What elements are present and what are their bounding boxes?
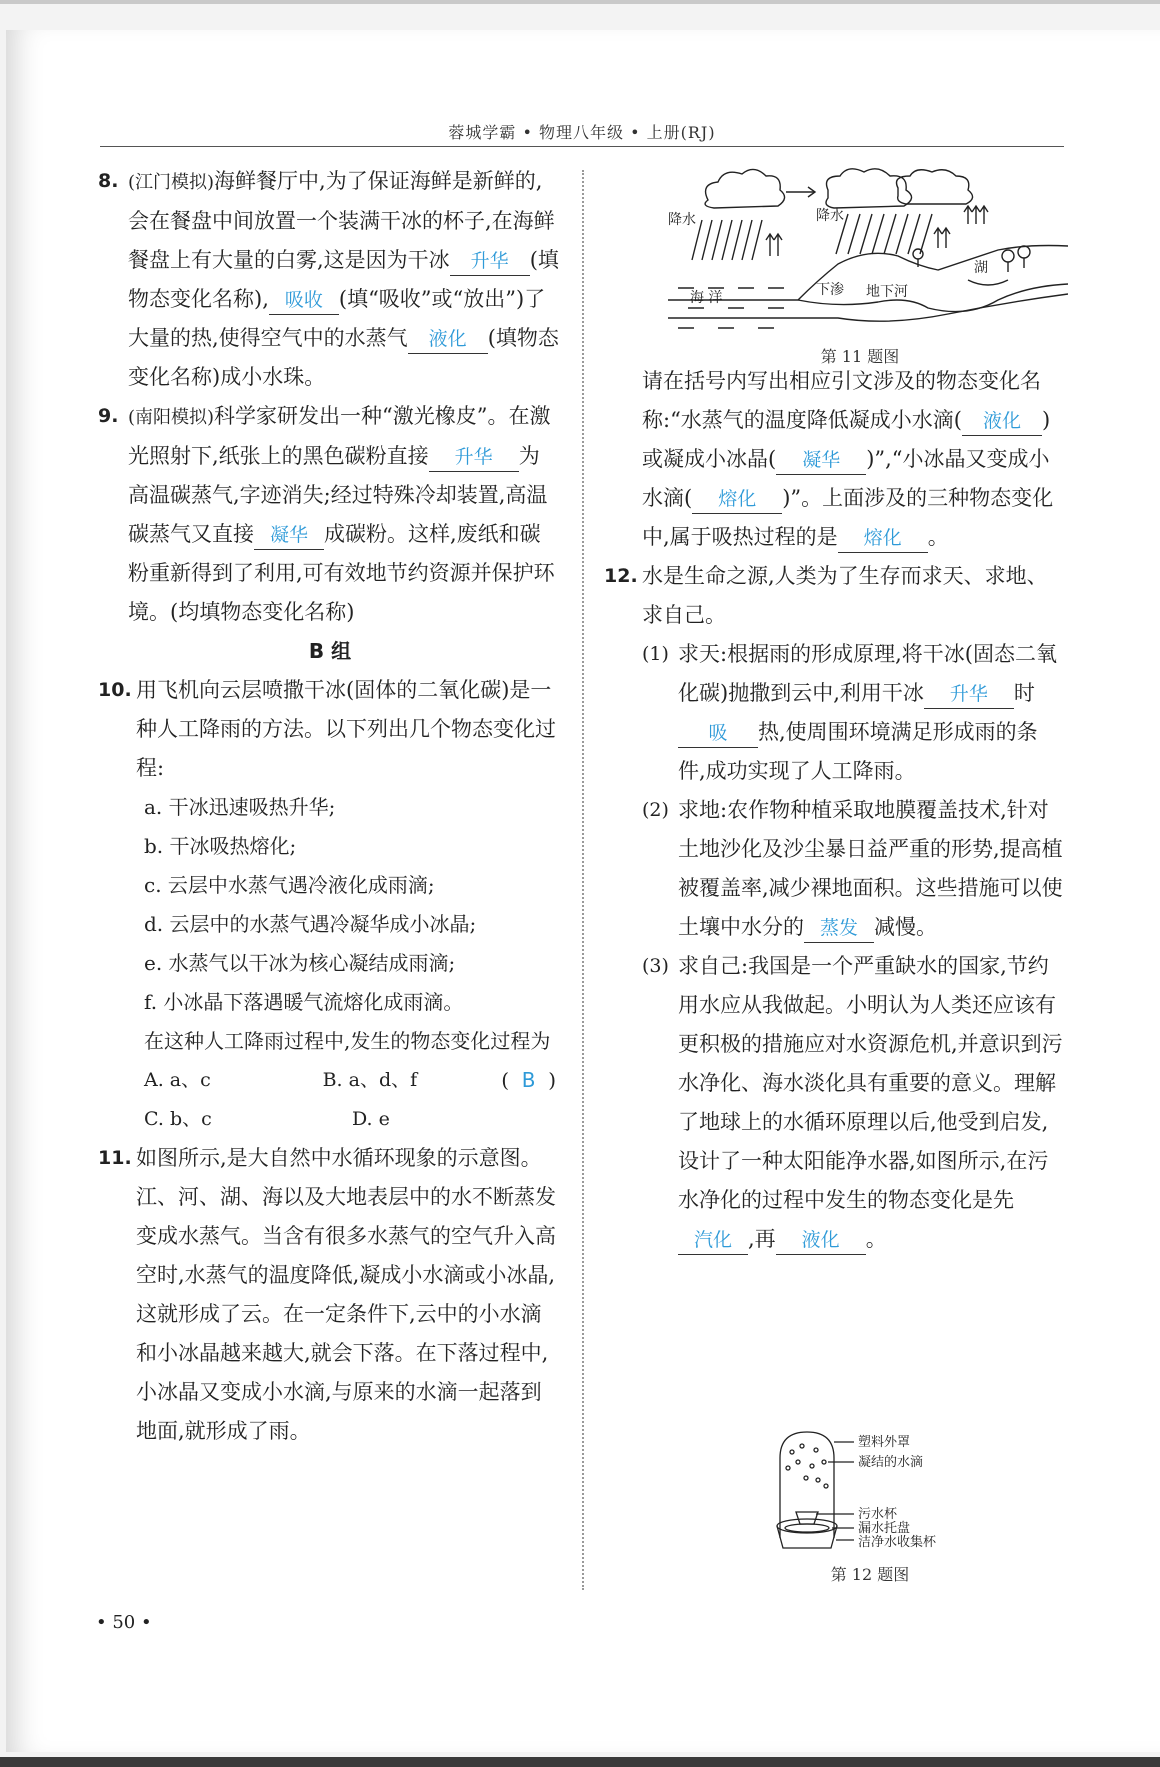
question-11 xyxy=(100,1139,560,1451)
process-item: d. 云层中的水蒸气遇冷凝华成小冰晶; xyxy=(144,912,477,936)
question-text: (填物态变化名称), xyxy=(128,248,559,311)
process-item: f. 小冰晶下落遇暖气流熔化成雨滴。 xyxy=(144,990,464,1014)
question-text: )”,“小冰晶又变成小水滴( xyxy=(642,447,1050,510)
subquestion-number: (1) xyxy=(642,643,669,665)
paren-close: ) xyxy=(548,1068,556,1092)
question-number: 8. xyxy=(98,170,119,192)
header-rule xyxy=(100,146,1064,147)
subquestion-number: (2) xyxy=(642,799,669,821)
process-item: e. 水蒸气以干冰为核心凝结成雨滴; xyxy=(144,951,456,975)
answer-blank: 熔化 xyxy=(692,485,782,514)
question-text: )”。上面涉及的三种物态变化中,属于吸热过程的是 xyxy=(642,486,1054,549)
question-text: )或凝成小冰晶( xyxy=(642,408,1051,471)
page-number: • 50 • xyxy=(96,1612,152,1633)
figure-12-caption: 第 12 题图 xyxy=(830,1565,910,1584)
subquestion-text: 。 xyxy=(865,1227,887,1251)
subquestion-text: 求自己:我国是一个严重缺水的国家,节约用水应从我做起。小明认为人类还应该有更积极的措施应对水资源危机,并意识到污水净化、海水淡化具有重要的意义。理解了地球上的水循环原理以后,他受到启发,设计了一种太阳能净水器,如图所示,在污水净化的过程中发生的物态变化是先 xyxy=(678,954,1063,1212)
process-item: c. 云层中水蒸气遇冷液化成雨滴; xyxy=(144,873,435,897)
question-number: 12. xyxy=(604,565,638,587)
right-column xyxy=(604,362,1064,1259)
question-text: 为高温碳蒸气,字迹消失;经过特殊冷却装置,高温碳蒸气又直接 xyxy=(128,444,548,546)
process-item: a. 干冰迅速吸热升华; xyxy=(144,795,336,819)
label-lake: 湖 xyxy=(974,260,988,276)
page-header: 蓉城学霸 • 物理八年级 • 上册(RJ) xyxy=(448,123,716,142)
solar-purifier-figure xyxy=(772,1428,992,1558)
label-condensed-drops: 凝结的水滴 xyxy=(858,1455,924,1470)
question-text: 海鲜餐厅中,为了保证海鲜是新鲜的,会在餐盘中间放置一个装满干冰的杯子,在海鲜餐盘上有大量的白雾,这是因为干冰 xyxy=(128,169,555,272)
subquestion-text: 求天:根据雨的形成原理,将干冰(固态二氧化碳)抛撒到云中,利用干冰 xyxy=(678,642,1057,705)
subquestion-text: 时 xyxy=(1013,681,1035,705)
answer-blank: 吸收 xyxy=(269,286,339,315)
subquestion-1 xyxy=(642,635,1064,791)
answer-blank: 蒸发 xyxy=(804,914,874,943)
answer-blank: 凝华 xyxy=(776,446,866,475)
label-sea: 海 洋 xyxy=(690,290,723,306)
choice-c: C. b、c xyxy=(144,1108,212,1130)
label-drip-tray: 漏水托盘 xyxy=(858,1521,911,1536)
question-10 xyxy=(100,671,560,1139)
question-text: (填“吸收”或“放出”)了大量的热,使得空气中的水蒸气 xyxy=(128,287,546,350)
question-text: (填物态变化名称)成小水珠。 xyxy=(128,326,559,389)
label-seep: 下渗 xyxy=(816,282,844,298)
label-rain-left: 降水 xyxy=(668,212,696,228)
question-number: 10. xyxy=(98,679,132,701)
column-divider xyxy=(582,170,584,1590)
answer-blank: 液化 xyxy=(408,325,488,354)
answer-blank: 升华 xyxy=(429,443,519,472)
label-sewage-cup: 污水杯 xyxy=(858,1507,898,1522)
question-source: (江门模拟) xyxy=(128,172,215,193)
answer-blank: 汽化 xyxy=(678,1226,748,1255)
subquestion-2 xyxy=(642,791,1064,947)
answer-blank: 液化 xyxy=(962,407,1042,436)
question-stem: 用飞机向云层喷撒干冰(固体的二氧化碳)是一种人工降雨的方法。以下列出几个物态变化过程: xyxy=(136,678,556,780)
question-stem: 水是生命之源,人类为了生存而求天、求地、求自己。 xyxy=(642,564,1048,627)
process-item: b. 干冰吸热熔化; xyxy=(144,834,297,858)
answer-blank: 升华 xyxy=(924,680,1014,709)
question-text: 成碳粉。这样,废纸和碳粉重新得到了利用,可有效地节约资源并保护环境。(均填物态变化名称) xyxy=(128,522,555,624)
scan-edge-top xyxy=(0,0,1160,4)
subquestion-3 xyxy=(642,947,1064,1259)
label-clean-water-cup: 洁净水收集杯 xyxy=(858,1535,937,1550)
subquestion-text: ,再 xyxy=(748,1227,776,1251)
question-8 xyxy=(100,162,560,397)
choice-d: D. e xyxy=(352,1108,390,1130)
question-11-continued xyxy=(604,362,1064,557)
ask-text: 在这种人工降雨过程中,发生的物态变化过程为 xyxy=(144,1029,551,1053)
water-cycle-figure xyxy=(668,168,1068,344)
answer-blank: 液化 xyxy=(776,1226,866,1255)
subquestion-number: (3) xyxy=(642,955,669,977)
question-12 xyxy=(604,557,1064,1259)
question-text: 请在括号内写出相应引文涉及的物态变化名称:“水蒸气的温度降低凝成小水滴( xyxy=(642,369,1041,432)
answer-blank: 熔化 xyxy=(838,524,928,553)
answer-blank: 凝华 xyxy=(254,521,324,550)
choice-a: A. a、c xyxy=(144,1069,211,1091)
label-underground-river: 地下河 xyxy=(866,284,908,300)
answer-paren xyxy=(501,1061,556,1100)
subquestion-text: 减慢。 xyxy=(874,915,937,939)
answer-blank: 吸 xyxy=(678,719,758,748)
label-rain-right: 降水 xyxy=(816,208,844,224)
label-plastic-cover: 塑料外罩 xyxy=(858,1435,911,1450)
subquestion-text: 热,使周围环境满足形成雨的条件,成功实现了人工降雨。 xyxy=(678,720,1038,783)
paren-open: ( xyxy=(501,1068,510,1092)
question-source: (南阳模拟) xyxy=(128,407,215,428)
choice-b: B. a、d、f xyxy=(322,1069,418,1091)
left-column xyxy=(100,162,560,1451)
choices-row xyxy=(136,1061,501,1100)
choices-row xyxy=(136,1100,560,1139)
group-heading: B 组 xyxy=(308,639,352,663)
figure-11-caption: 第 11 题图 xyxy=(820,347,900,366)
question-number: 11. xyxy=(98,1147,132,1169)
question-text: 科学家研发出一种“激光橡皮”。在激光照射下,纸张上的黑色碳粉直接 xyxy=(128,404,551,468)
subquestion-text: 求地:农作物种植采取地膜覆盖技术,针对土地沙化及沙尘暴日益严重的形势,提高植被覆盖率,减少裸地面积。这些措施可以使土壤中水分的 xyxy=(678,798,1063,939)
question-stem: 如图所示,是大自然中水循环现象的示意图。江、河、湖、海以及大地表层中的水不断蒸发变成水蒸气。当含有很多水蒸气的空气升入高空时,水蒸气的温度降低,凝成小水滴或小冰晶,这就形成了云。在一定条件下,云中的小水滴和小冰晶越来越大,就会下落。在下落过程中,小冰晶又变成小水滴,与原来的水滴一起落到地面,就形成了雨。 xyxy=(136,1146,556,1443)
question-9 xyxy=(100,397,560,632)
question-number: 9. xyxy=(98,405,119,427)
scan-edge-bottom xyxy=(0,1757,1160,1767)
question-text: 。 xyxy=(927,525,949,549)
answer-blank: 升华 xyxy=(450,247,530,276)
answer-choice: B xyxy=(521,1068,536,1092)
